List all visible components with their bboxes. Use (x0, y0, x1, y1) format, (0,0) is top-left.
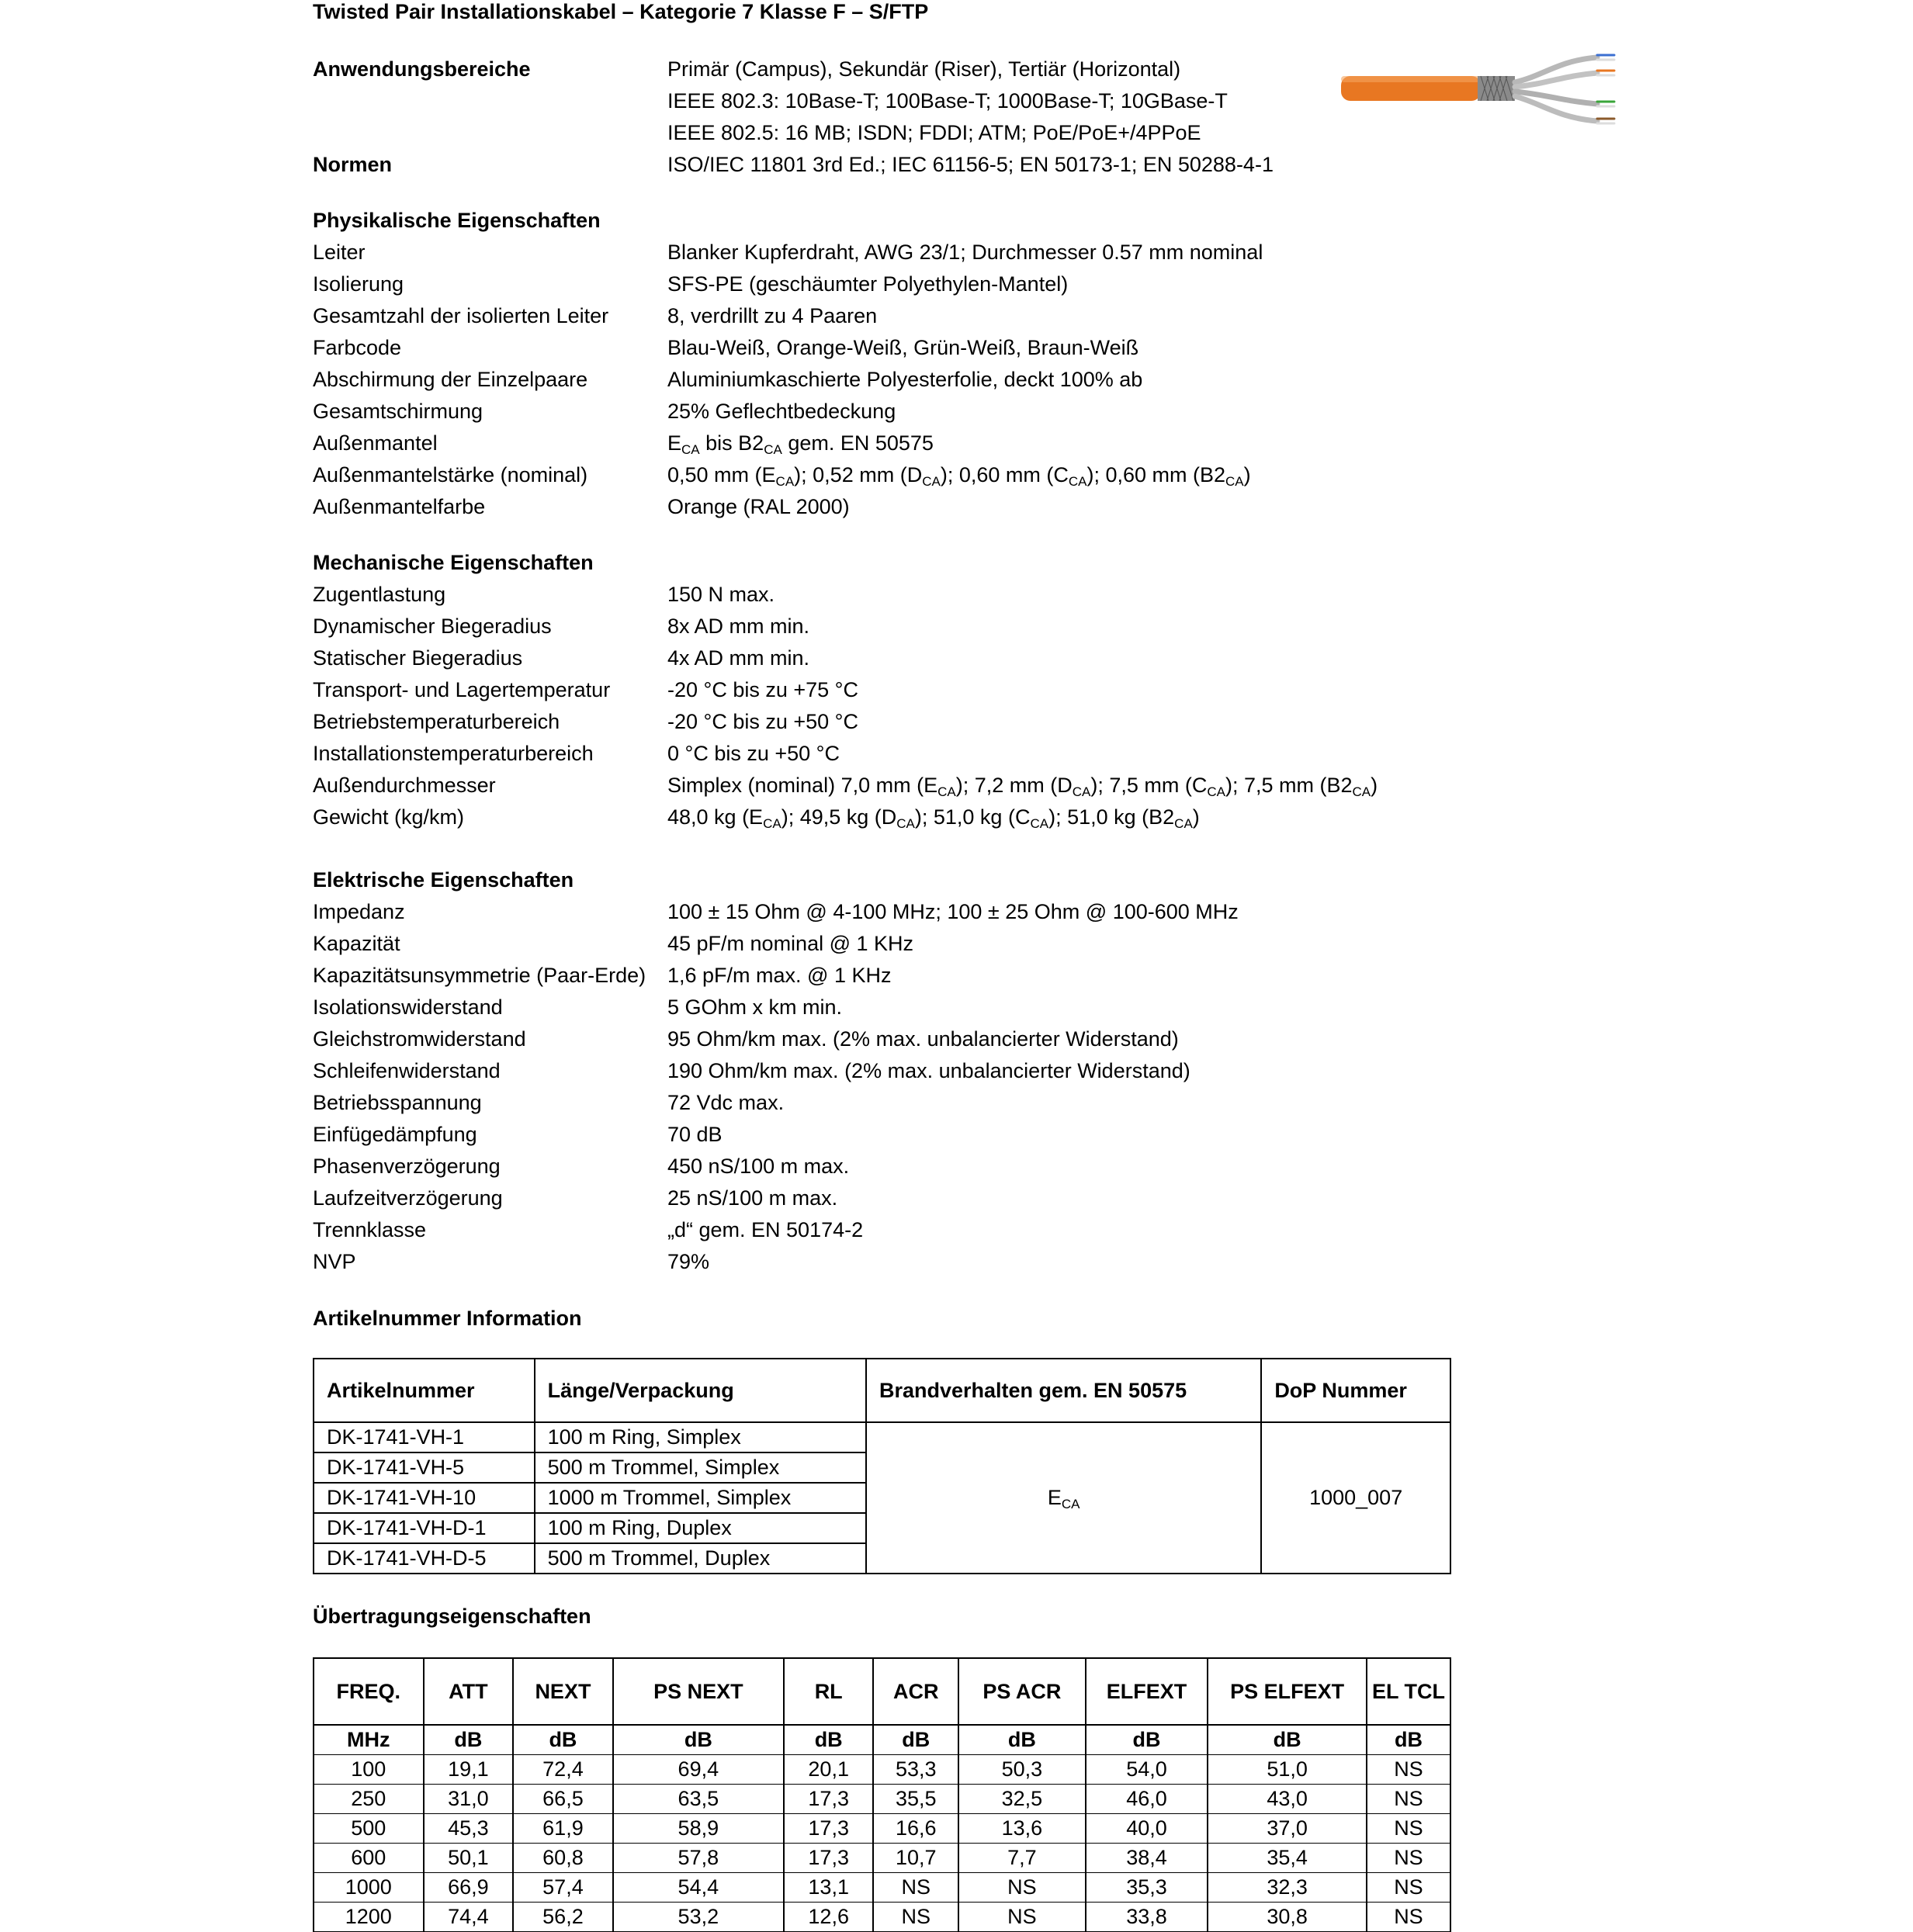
spec-label: Gleichstromwiderstand (313, 1027, 526, 1051)
spec-value: Blau-Weiß, Orange-Weiß, Grün-Weiß, Braun-Weiß (667, 336, 1139, 359)
table-cell: 56,2 (513, 1903, 613, 1932)
normen-value: ISO/IEC 11801 3rd Ed.; IEC 61156-5; EN 50173-1; EN 50288-4-1 (667, 153, 1274, 176)
spec-label: Abschirmung der Einzelpaare (313, 368, 588, 391)
spec-value: SFS-PE (geschäumter Polyethylen-Mantel) (667, 272, 1069, 296)
article-packaging: 500 m Trommel, Duplex (535, 1543, 866, 1574)
table-cell: 53,2 (613, 1903, 784, 1932)
table-cell: 58,9 (613, 1814, 784, 1844)
table-row (314, 1814, 1450, 1844)
table-cell: 60,8 (513, 1844, 613, 1873)
unit-cell: dB (958, 1725, 1086, 1755)
column-header: EL TCL (1367, 1658, 1450, 1725)
table-cell: 43,0 (1208, 1785, 1367, 1814)
table-cell: 54,0 (1086, 1755, 1208, 1785)
unit-cell: MHz (314, 1725, 424, 1755)
spec-label: Kapazitätsunsymmetrie (Paar-Erde) (313, 964, 646, 987)
column-header: FREQ. (314, 1658, 424, 1725)
articles-heading: Artikelnummer Information (313, 1307, 582, 1330)
mechanical-heading: Mechanische Eigenschaften (313, 551, 594, 574)
spec-label: Transport- und Lagertemperatur (313, 678, 611, 701)
table-cell: 250 (314, 1785, 424, 1814)
spec-label: Betriebsspannung (313, 1091, 482, 1114)
anwendung-value-2: IEEE 802.3: 10Base-T; 100Base-T; 1000Base-T; 10GBase-T (667, 89, 1228, 113)
table-cell: 66,9 (424, 1873, 514, 1903)
table-cell: 37,0 (1208, 1814, 1367, 1844)
spec-label: Schleifenwiderstand (313, 1059, 501, 1082)
table-cell: 100 (314, 1755, 424, 1785)
table-header-row (314, 1359, 1450, 1422)
article-packaging: 500 m Trommel, Simplex (535, 1452, 866, 1483)
table-cell: 17,3 (784, 1844, 874, 1873)
anwendung-label: Anwendungsbereiche (313, 57, 531, 81)
spec-label: Außendurchmesser (313, 774, 496, 797)
table-cell: 38,4 (1086, 1844, 1208, 1873)
table-cell: 32,5 (958, 1785, 1086, 1814)
column-header: RL (784, 1658, 874, 1725)
spec-label: Leiter (313, 241, 366, 264)
table-cell: NS (958, 1873, 1086, 1903)
unit-cell: dB (513, 1725, 613, 1755)
spec-label: Statischer Biegeradius (313, 646, 523, 670)
table-cell: 66,5 (513, 1785, 613, 1814)
spec-label: Laufzeitverzögerung (313, 1186, 503, 1210)
table-cell: NS (958, 1903, 1086, 1932)
column-header: Artikelnummer (314, 1359, 535, 1422)
spec-label: Phasenverzögerung (313, 1155, 501, 1178)
transmission-heading: Übertragungseigenschaften (313, 1605, 591, 1628)
article-number: DK-1741-VH-D-5 (314, 1543, 535, 1574)
table-row (314, 1755, 1450, 1785)
table-cell: 57,4 (513, 1873, 613, 1903)
table-cell: 17,3 (784, 1814, 874, 1844)
table-cell: NS (1367, 1873, 1450, 1903)
unit-cell: dB (784, 1725, 874, 1755)
table-cell: 16,6 (873, 1814, 958, 1844)
spec-label: Isolierung (313, 272, 404, 296)
fire-class: $E_{CA}$ (866, 1422, 1261, 1574)
table-cell: NS (873, 1903, 958, 1932)
article-packaging: 100 m Ring, Simplex (535, 1422, 866, 1452)
table-cell: NS (1367, 1903, 1450, 1932)
spec-value: 5 GOhm x km min. (667, 995, 843, 1019)
table-cell: 19,1 (424, 1755, 514, 1785)
unit-cell: dB (613, 1725, 784, 1755)
spec-label: Gesamtzahl der isolierten Leiter (313, 304, 609, 327)
anwendung-value-3: IEEE 802.5: 16 MB; ISDN; FDDI; ATM; PoE/PoE+/4PPoE (667, 121, 1201, 144)
column-header: PS NEXT (613, 1658, 784, 1725)
electrical-heading: Elektrische Eigenschaften (313, 868, 574, 892)
spec-value: Blanker Kupferdraht, AWG 23/1; Durchmesser 0.57 mm nominal (667, 241, 1263, 264)
table-cell: 13,6 (958, 1814, 1086, 1844)
table-cell: 46,0 (1086, 1785, 1208, 1814)
table-cell: NS (1367, 1785, 1450, 1814)
spec-value: 25% Geflechtbedeckung (667, 400, 896, 423)
spec-value: 79% (667, 1250, 710, 1273)
unit-cell: dB (424, 1725, 514, 1755)
spec-value: „d“ gem. EN 50174-2 (667, 1218, 864, 1241)
article-table (313, 1358, 1451, 1574)
spec-value: 70 dB (667, 1123, 723, 1146)
unit-cell: dB (1086, 1725, 1208, 1755)
column-header: DoP Nummer (1261, 1359, 1450, 1422)
table-cell: 500 (314, 1814, 424, 1844)
table-cell: 17,3 (784, 1785, 874, 1814)
spec-value: Aluminiumkaschierte Polyesterfolie, deckt 100% ab (667, 368, 1143, 391)
table-cell: 50,3 (958, 1755, 1086, 1785)
spec-value: 0,50 mm $(E_{CA})$; 0,52 mm $(D_{CA})$; 0,60 mm $(C_{CA})$; 0,60 mm $(B2_{CA})$ (667, 463, 1251, 489)
column-header: NEXT (513, 1658, 613, 1725)
dop-number: 1000_007 (1261, 1422, 1450, 1574)
spec-value: 4x AD mm min. (667, 646, 810, 670)
table-cell: 1000 (314, 1873, 424, 1903)
article-number: DK-1741-VH-1 (314, 1422, 535, 1452)
spec-value: 190 Ohm/km max. (2% max. unbalancierter Widerstand) (667, 1059, 1190, 1082)
table-cell: 69,4 (613, 1755, 784, 1785)
spec-value: 8, verdrillt zu 4 Paaren (667, 304, 878, 327)
column-header: PS ACR (958, 1658, 1086, 1725)
column-header: ATT (424, 1658, 514, 1725)
article-number: DK-1741-VH-10 (314, 1483, 535, 1513)
table-cell: 13,1 (784, 1873, 874, 1903)
column-header: ELFEXT (1086, 1658, 1208, 1725)
table-cell: 61,9 (513, 1814, 613, 1844)
table-cell: 33,8 (1086, 1903, 1208, 1932)
table-cell: 53,3 (873, 1755, 958, 1785)
anwendung-value-1: Primär (Campus), Sekundär (Riser), Tertiär (Horizontal) (667, 57, 1181, 81)
spec-label: Farbcode (313, 336, 402, 359)
table-cell: 57,8 (613, 1844, 784, 1873)
table-cell: NS (1367, 1844, 1450, 1873)
cable-image (1341, 53, 1617, 130)
spec-value: 0 °C bis zu +50 °C (667, 742, 840, 765)
table-cell: 40,0 (1086, 1814, 1208, 1844)
spec-value: 450 nS/100 m max. (667, 1155, 850, 1178)
table-cell: NS (873, 1873, 958, 1903)
spec-value: $E_{CA}$ bis $B2_{CA}$ gem. EN 50575 (667, 431, 934, 457)
spec-value: -20 °C bis zu +50 °C (667, 710, 858, 733)
spec-label: Außenmantelfarbe (313, 495, 486, 518)
table-cell: 35,4 (1208, 1844, 1367, 1873)
article-number: DK-1741-VH-D-1 (314, 1513, 535, 1543)
article-packaging: 1000 m Trommel, Simplex (535, 1483, 866, 1513)
unit-row (314, 1725, 1450, 1755)
spec-label: Außenmantel (313, 431, 438, 455)
table-cell: 35,3 (1086, 1873, 1208, 1903)
spec-label: Impedanz (313, 900, 405, 923)
table-cell: NS (1367, 1814, 1450, 1844)
column-header: ACR (873, 1658, 958, 1725)
physical-heading: Physikalische Eigenschaften (313, 209, 601, 232)
spec-value: 48,0 kg $(E_{CA})$; 49,5 kg $(D_{CA})$; 51,0 kg $(C_{CA})$; 51,0 kg $(B2_{CA})$ (667, 805, 1200, 831)
table-row (314, 1873, 1450, 1903)
table-cell: 7,7 (958, 1844, 1086, 1873)
table-cell: 12,6 (784, 1903, 874, 1932)
table-cell: NS (1367, 1755, 1450, 1785)
spec-label: Kapazität (313, 932, 400, 955)
unit-cell: dB (873, 1725, 958, 1755)
spec-value: 8x AD mm min. (667, 615, 810, 638)
table-row (314, 1422, 1450, 1452)
table-cell: 50,1 (424, 1844, 514, 1873)
table-cell: 32,3 (1208, 1873, 1367, 1903)
table-cell: 74,4 (424, 1903, 514, 1932)
spec-label: Dynamischer Biegeradius (313, 615, 552, 638)
page-title: Twisted Pair Installationskabel – Kategorie 7 Klasse F – S/FTP (313, 0, 929, 23)
table-cell: 72,4 (513, 1755, 613, 1785)
spec-label: Außenmantelstärke (nominal) (313, 463, 588, 486)
spec-value: 45 pF/m nominal @ 1 KHz (667, 932, 914, 955)
unit-cell: dB (1367, 1725, 1450, 1755)
normen-label: Normen (313, 153, 393, 176)
table-cell: 35,5 (873, 1785, 958, 1814)
spec-label: Einfügedämpfung (313, 1123, 477, 1146)
table-row (314, 1785, 1450, 1814)
column-header: Länge/Verpackung (535, 1359, 866, 1422)
table-row (314, 1903, 1450, 1932)
spec-label: NVP (313, 1250, 356, 1273)
column-header: PS ELFEXT (1208, 1658, 1367, 1725)
column-header: Brandverhalten gem. EN 50575 (866, 1359, 1261, 1422)
spec-label: Gesamtschirmung (313, 400, 483, 423)
spec-value: Orange (RAL 2000) (667, 495, 850, 518)
spec-label: Betriebstemperaturbereich (313, 710, 560, 733)
article-number: DK-1741-VH-5 (314, 1452, 535, 1483)
table-cell: 51,0 (1208, 1755, 1367, 1785)
spec-value: -20 °C bis zu +75 °C (667, 678, 858, 701)
spec-value: 72 Vdc max. (667, 1091, 785, 1114)
article-packaging: 100 m Ring, Duplex (535, 1513, 866, 1543)
spec-value: 100 ± 15 Ohm @ 4-100 MHz; 100 ± 25 Ohm @ 100-600 MHz (667, 900, 1239, 923)
spec-value: Simplex (nominal) 7,0 mm $(E_{CA})$; 7,2 mm $(D_{CA})$; 7,5 mm $(C_{CA})$; 7,5 mm $(B2_{CA})$ (667, 774, 1378, 799)
table-row (314, 1844, 1450, 1873)
spec-value: 1,6 pF/m max. @ 1 KHz (667, 964, 892, 987)
table-cell: 54,4 (613, 1873, 784, 1903)
spec-label: Trennklasse (313, 1218, 427, 1241)
spec-value: 95 Ohm/km max. (2% max. unbalancierter Widerstand) (667, 1027, 1179, 1051)
spec-value: 150 N max. (667, 583, 775, 606)
transmission-table (313, 1657, 1451, 1932)
spec-value: 25 nS/100 m max. (667, 1186, 838, 1210)
unit-cell: dB (1208, 1725, 1367, 1755)
table-cell: 30,8 (1208, 1903, 1367, 1932)
table-cell: 1200 (314, 1903, 424, 1932)
table-cell: 600 (314, 1844, 424, 1873)
table-cell: 63,5 (613, 1785, 784, 1814)
table-cell: 45,3 (424, 1814, 514, 1844)
table-cell: 20,1 (784, 1755, 874, 1785)
spec-label: Gewicht (kg/km) (313, 805, 465, 829)
spec-label: Zugentlastung (313, 583, 446, 606)
spec-label: Installationstemperaturbereich (313, 742, 594, 765)
table-header-row (314, 1658, 1450, 1725)
spec-label: Isolationswiderstand (313, 995, 503, 1019)
table-cell: 10,7 (873, 1844, 958, 1873)
table-cell: 31,0 (424, 1785, 514, 1814)
